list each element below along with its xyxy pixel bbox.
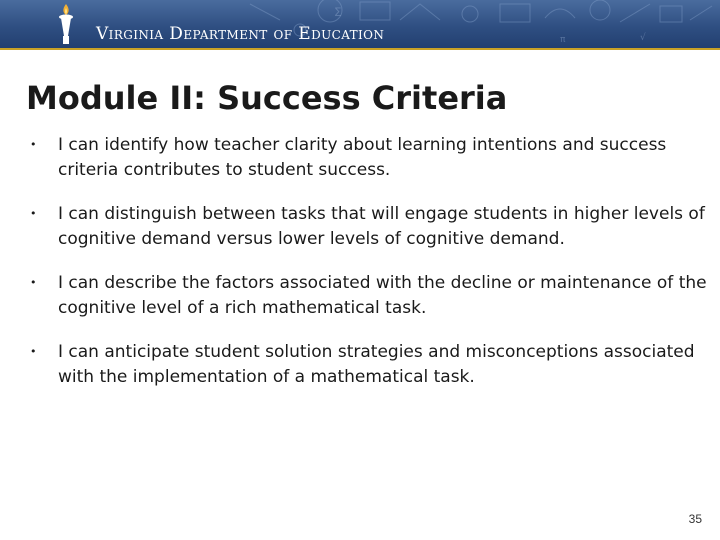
slide-title: Module II: Success Criteria	[26, 79, 508, 117]
list-item-text: I can identify how teacher clarity about learning intentions and success criteria contributes to student success.	[58, 135, 667, 180]
list-item-text: I can distinguish between tasks that will engage students in higher levels of cognitive demand versus lower levels of cognitive demand.	[58, 204, 705, 249]
torch-icon	[52, 2, 80, 46]
svg-text:∑: ∑	[335, 7, 342, 17]
bullet-icon: •	[30, 207, 37, 220]
header-banner	[0, 0, 720, 48]
list-item	[30, 133, 710, 182]
svg-text:√: √	[640, 33, 646, 43]
organization-name: Virginia Department of Education	[96, 24, 385, 44]
list-item	[30, 340, 710, 389]
success-criteria-list	[30, 133, 710, 409]
bullet-icon: •	[30, 276, 37, 289]
list-item	[30, 202, 710, 251]
bullet-icon: •	[30, 345, 37, 358]
list-item-text: I can describe the factors associated with the decline or maintenance of the cognitive level of a rich mathematical task.	[58, 273, 707, 318]
list-item	[30, 271, 710, 320]
list-item-text: I can anticipate student solution strategies and misconceptions associated with the implementation of a mathematical task.	[58, 342, 695, 387]
page-number: 35	[688, 512, 702, 526]
bullet-icon: •	[30, 138, 37, 151]
svg-text:π: π	[560, 35, 566, 45]
header-divider	[0, 48, 720, 50]
